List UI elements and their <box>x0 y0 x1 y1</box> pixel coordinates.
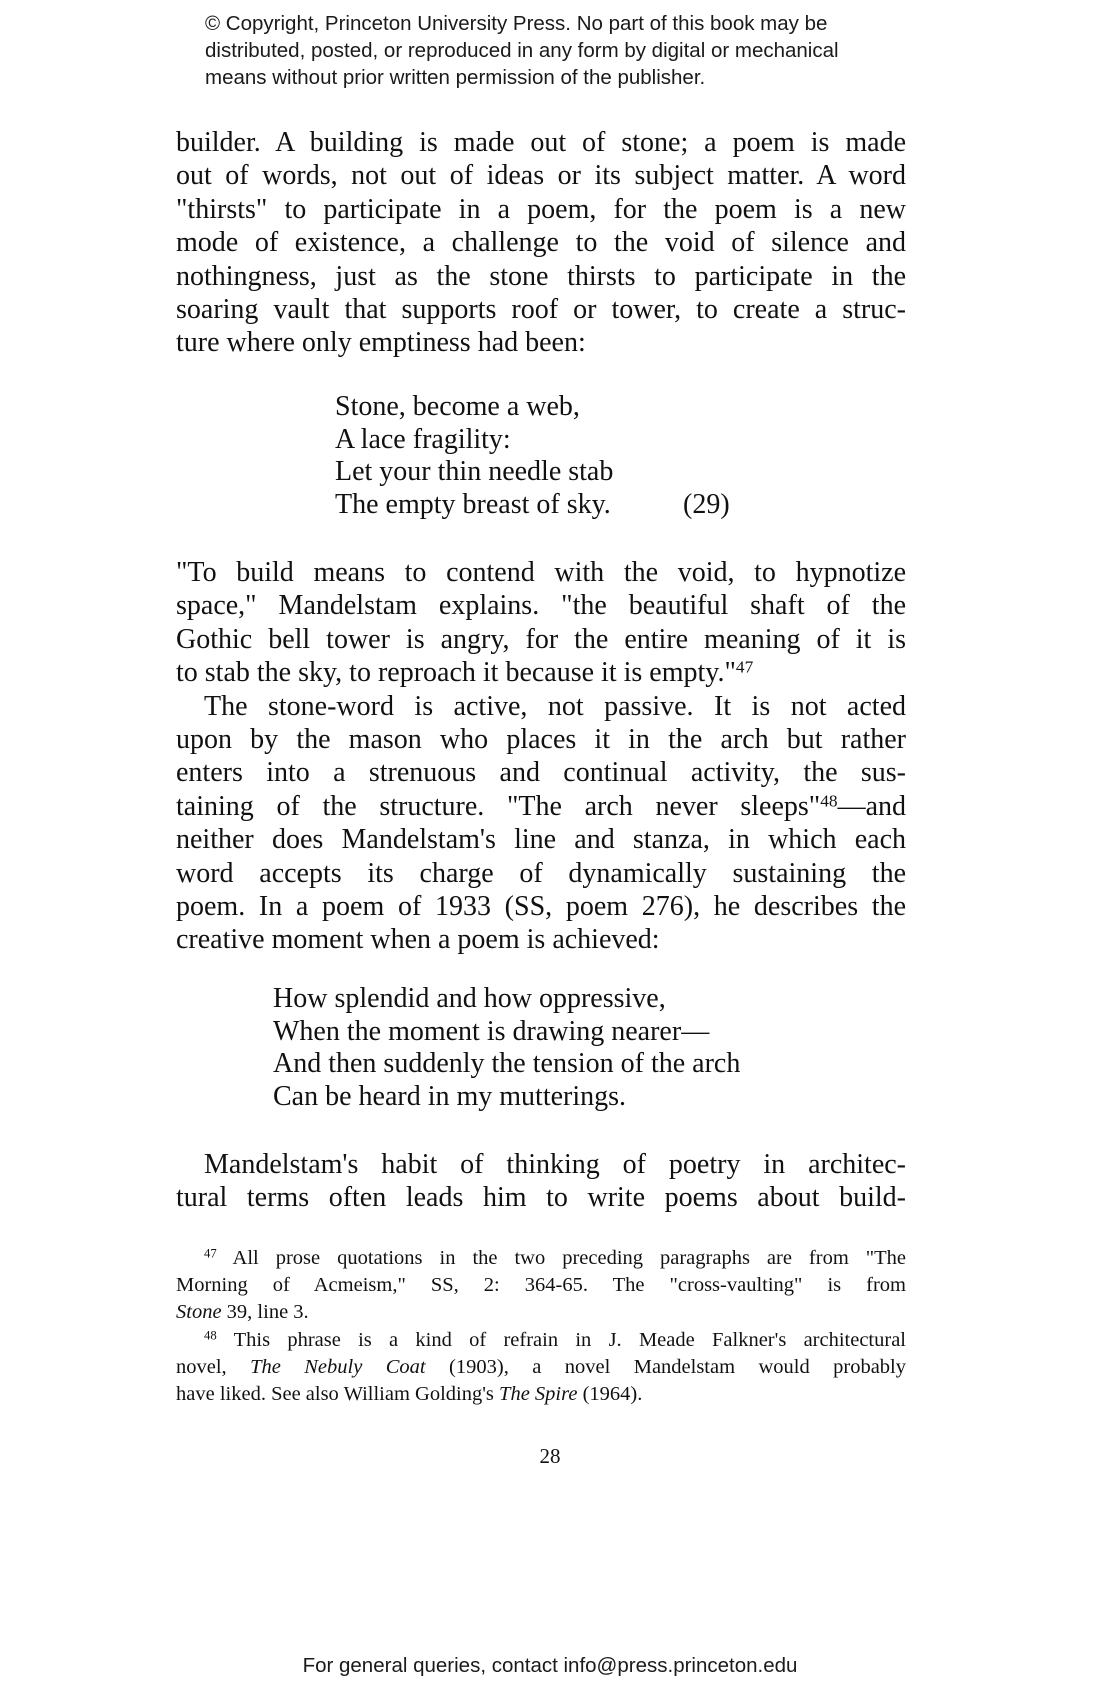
footnotes <box>176 1245 906 1408</box>
poem-line: And then suddenly the tension of the arch <box>273 1048 741 1079</box>
text-line: enters into a strenuous and continual activity, the sus- <box>176 757 906 789</box>
text-line: word accepts its charge of dynamically sustaining the <box>176 857 906 889</box>
text-line: to stab the sky, to reproach it because it is empty." <box>176 657 736 689</box>
text-line: soaring vault that supports roof or tower, to create a struc- <box>176 293 906 325</box>
footnote-48 <box>176 1327 906 1354</box>
text-line: mode of existence, a challenge to the void of silence and <box>176 227 906 259</box>
footnote-ref-48: 48 <box>820 791 838 811</box>
paragraph-body <box>176 556 906 957</box>
poem-line: Let your thin needle stab <box>335 456 614 487</box>
copyright-line: means without prior written permission of the publisher. <box>205 66 706 89</box>
poem-reference: (29) <box>683 488 730 520</box>
book-title: The Spire <box>499 1382 578 1405</box>
text-line: out of words, not out of ideas or its subject matter. A word <box>176 160 906 192</box>
copyright-line: © Copyright, Princeton University Press. No part of this book may be <box>205 12 828 35</box>
poem-quotation-1 <box>335 391 935 521</box>
footnote-line: Morning of Acmeism," SS, 2: 364-65. The "cross-vaulting" is from <box>176 1274 906 1297</box>
poem-quotation-2 <box>273 983 873 1113</box>
poem-line: Stone, become a web, <box>335 391 580 422</box>
text-line: neither does Mandelstam's line and stanza, in which each <box>176 824 906 856</box>
poem-line: Can be heard in my mutterings. <box>273 1080 627 1112</box>
text-fragment: —and <box>837 790 906 822</box>
copyright-line: distributed, posted, or reproduced in any form by digital or mechanical <box>205 39 839 62</box>
text-line: "thirsts" to participate in a poem, for the poem is a new <box>176 193 906 225</box>
poem-line: The empty breast of sky. <box>335 488 611 520</box>
text-line: tural terms often leads him to write poems about build- <box>176 1182 906 1214</box>
text-line: upon by the mason who places it in the arch but rather <box>176 723 906 755</box>
text-line: The stone-word is active, not passive. It is not acted <box>204 690 906 722</box>
paragraph-continuation <box>176 126 906 360</box>
poem-line: How splendid and how oppressive, <box>273 983 666 1014</box>
footnote-text: All prose quotations in the two preceding paragraphs are from "The <box>216 1247 906 1269</box>
footnote-text: have liked. See also William Golding's <box>176 1382 500 1405</box>
footnote-ref-47: 47 <box>735 657 754 677</box>
footnote-text: 39, line 3. <box>221 1301 309 1324</box>
text-line: space," Mandelstam explains. "the beautiful shaft of the <box>176 590 906 622</box>
footnote-text: This phrase is a kind of refrain in J. Meade Falkner's architectural <box>216 1328 906 1351</box>
footnote-marker: 47 <box>204 1246 217 1261</box>
poem-line: A lace fragility: <box>335 423 511 455</box>
poem-line: When the moment is drawing nearer— <box>273 1015 710 1047</box>
footnote-line <box>176 1354 906 1381</box>
poem-line-last <box>335 489 935 522</box>
text-line: nothingness, just as the stone thirsts to participate in the <box>176 260 906 292</box>
book-title: The Nebuly Coat <box>250 1355 426 1378</box>
footnote-text: (1964). <box>577 1382 643 1405</box>
text-line: taining of the structure. "The arch never sleeps" <box>176 790 821 822</box>
text-line: Mandelstam's habit of thinking of poetry in architec- <box>204 1149 906 1180</box>
copyright-notice <box>205 10 905 91</box>
text-line: poem. In a poem of 1933 (SS, poem 276), he describes the <box>176 890 906 922</box>
page-number: 28 <box>539 1444 561 1468</box>
text-line-with-note <box>176 656 906 689</box>
text-line: Gothic bell tower is angry, for the entire meaning of it is <box>176 623 906 655</box>
text-line: ture where only emptiness had been: <box>176 327 586 359</box>
footnote-marker: 48 <box>204 1328 217 1343</box>
text-line: creative moment when a poem is achieved: <box>176 924 660 956</box>
text-line: builder. A building is made out of stone; a poem is made <box>176 127 906 158</box>
book-title: Stone <box>176 1301 222 1324</box>
footnote-47 <box>176 1245 906 1272</box>
footnote-text: (1903), a novel Mandelstam would probably <box>425 1355 907 1378</box>
paragraph-body <box>176 1148 906 1215</box>
footnote-text: novel, <box>176 1355 251 1378</box>
footnote-line <box>176 1299 906 1326</box>
text-line: "To build means to contend with the void, to hypnotize <box>176 557 906 588</box>
text-line-with-note <box>176 790 906 823</box>
contact-footer: For general queries, contact info@press.princeton.edu <box>302 1654 798 1677</box>
footnote-line <box>176 1381 906 1408</box>
